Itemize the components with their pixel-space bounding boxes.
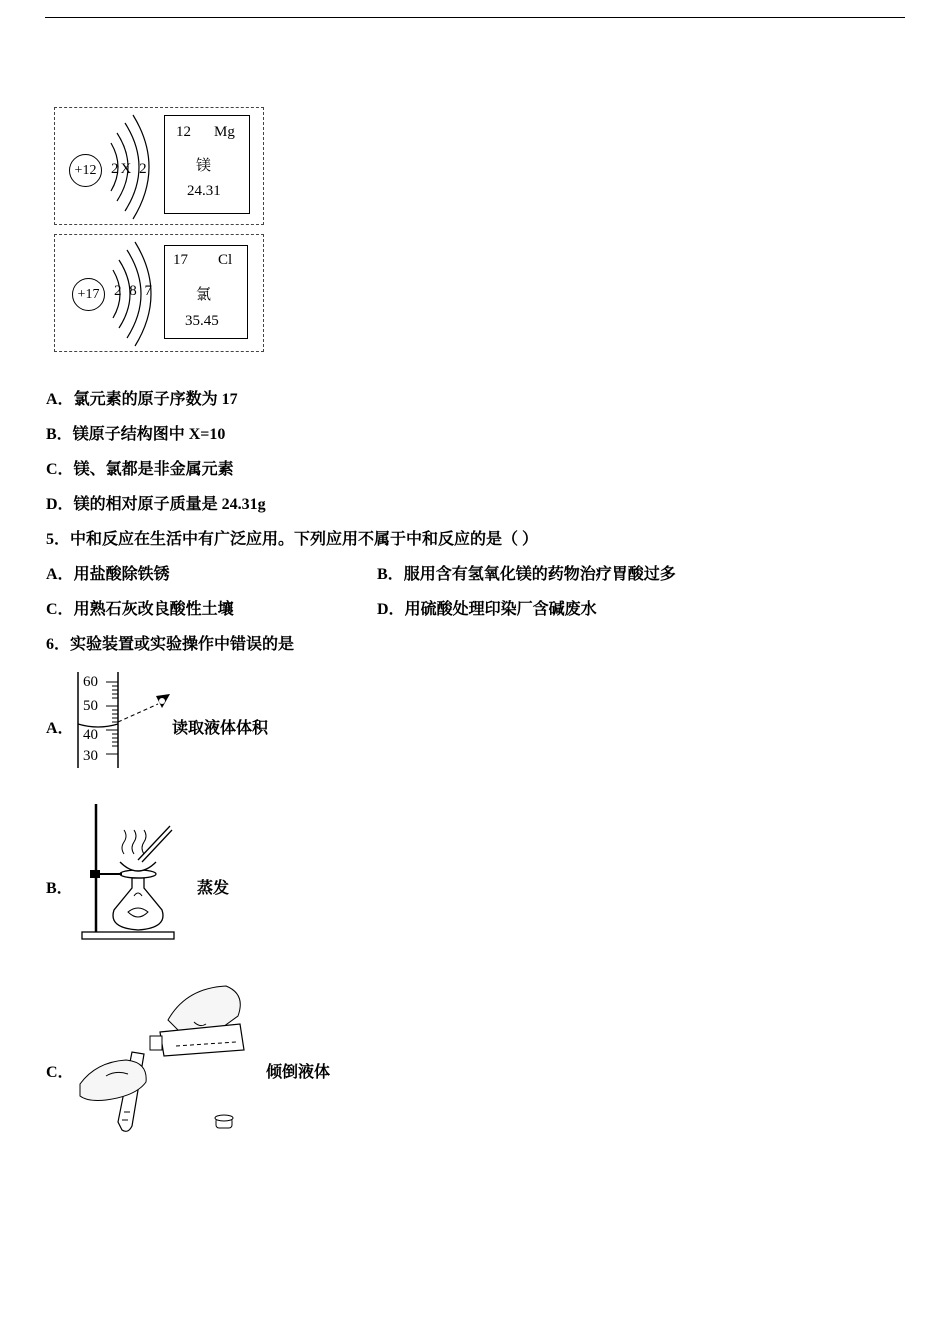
cylinder-tick-40: 40 <box>83 727 98 743</box>
electron-shells-label: 2 8 7 <box>114 283 152 299</box>
q6-option-c-label: C． <box>46 1064 74 1081</box>
chlorine-info-box <box>54 234 264 352</box>
pouring-liquid-figure <box>76 984 248 1138</box>
element-name: 镁 <box>196 156 212 174</box>
atomic-mass: 24.31 <box>187 183 221 199</box>
q4-option-b: B．镁原子结构图中 X=10 <box>46 426 226 443</box>
magnesium-info-box <box>54 107 264 225</box>
nucleus-circle: +17 <box>72 278 105 311</box>
element-symbol: Cl <box>218 252 233 268</box>
nucleus-circle: +12 <box>69 154 102 187</box>
q6-stem: 6．实验装置或实验操作中错误的是 <box>46 636 295 653</box>
q6-option-a-caption: 读取液体体积 <box>172 720 269 737</box>
q5-option-d: D．用硫酸处理印染厂含碱废水 <box>377 601 597 618</box>
q4-option-a: A．氯元素的原子序数为 17 <box>46 391 238 408</box>
atomic-number: 17 <box>173 252 188 268</box>
evaporation-apparatus-figure <box>78 800 180 942</box>
q6-option-c-caption: 倾倒液体 <box>266 1064 331 1081</box>
cylinder-tick-50: 50 <box>83 698 98 714</box>
q5-option-c: C．用熟石灰改良酸性土壤 <box>46 601 234 618</box>
q6-option-b-caption: 蒸发 <box>197 880 230 897</box>
q4-option-d: D．镁的相对原子质量是 24.31g <box>46 496 266 513</box>
q5-option-a: A．用盐酸除铁锈 <box>46 566 170 583</box>
cylinder-tick-60: 60 <box>83 674 98 690</box>
q6-option-a-label: A． <box>46 720 74 737</box>
q4-option-c: C．镁、氯都是非金属元素 <box>46 461 234 478</box>
element-symbol: Mg <box>214 124 235 140</box>
element-card <box>164 245 248 339</box>
element-name: 氯 <box>196 285 212 303</box>
header-rule <box>45 17 905 18</box>
atomic-number: 12 <box>176 124 191 140</box>
atomic-mass: 35.45 <box>185 313 219 329</box>
q5-option-b: B．服用含有氢氧化镁的药物治疗胃酸过多 <box>377 566 676 583</box>
q6-option-b-label: B． <box>46 880 73 897</box>
q5-stem: 5．中和反应在生活中有广泛应用。下列应用不属于中和反应的是（ ） <box>46 531 539 548</box>
electron-shells-label: 2X 2 <box>111 161 149 177</box>
cylinder-tick-30: 30 <box>83 748 98 764</box>
element-card <box>164 115 250 214</box>
